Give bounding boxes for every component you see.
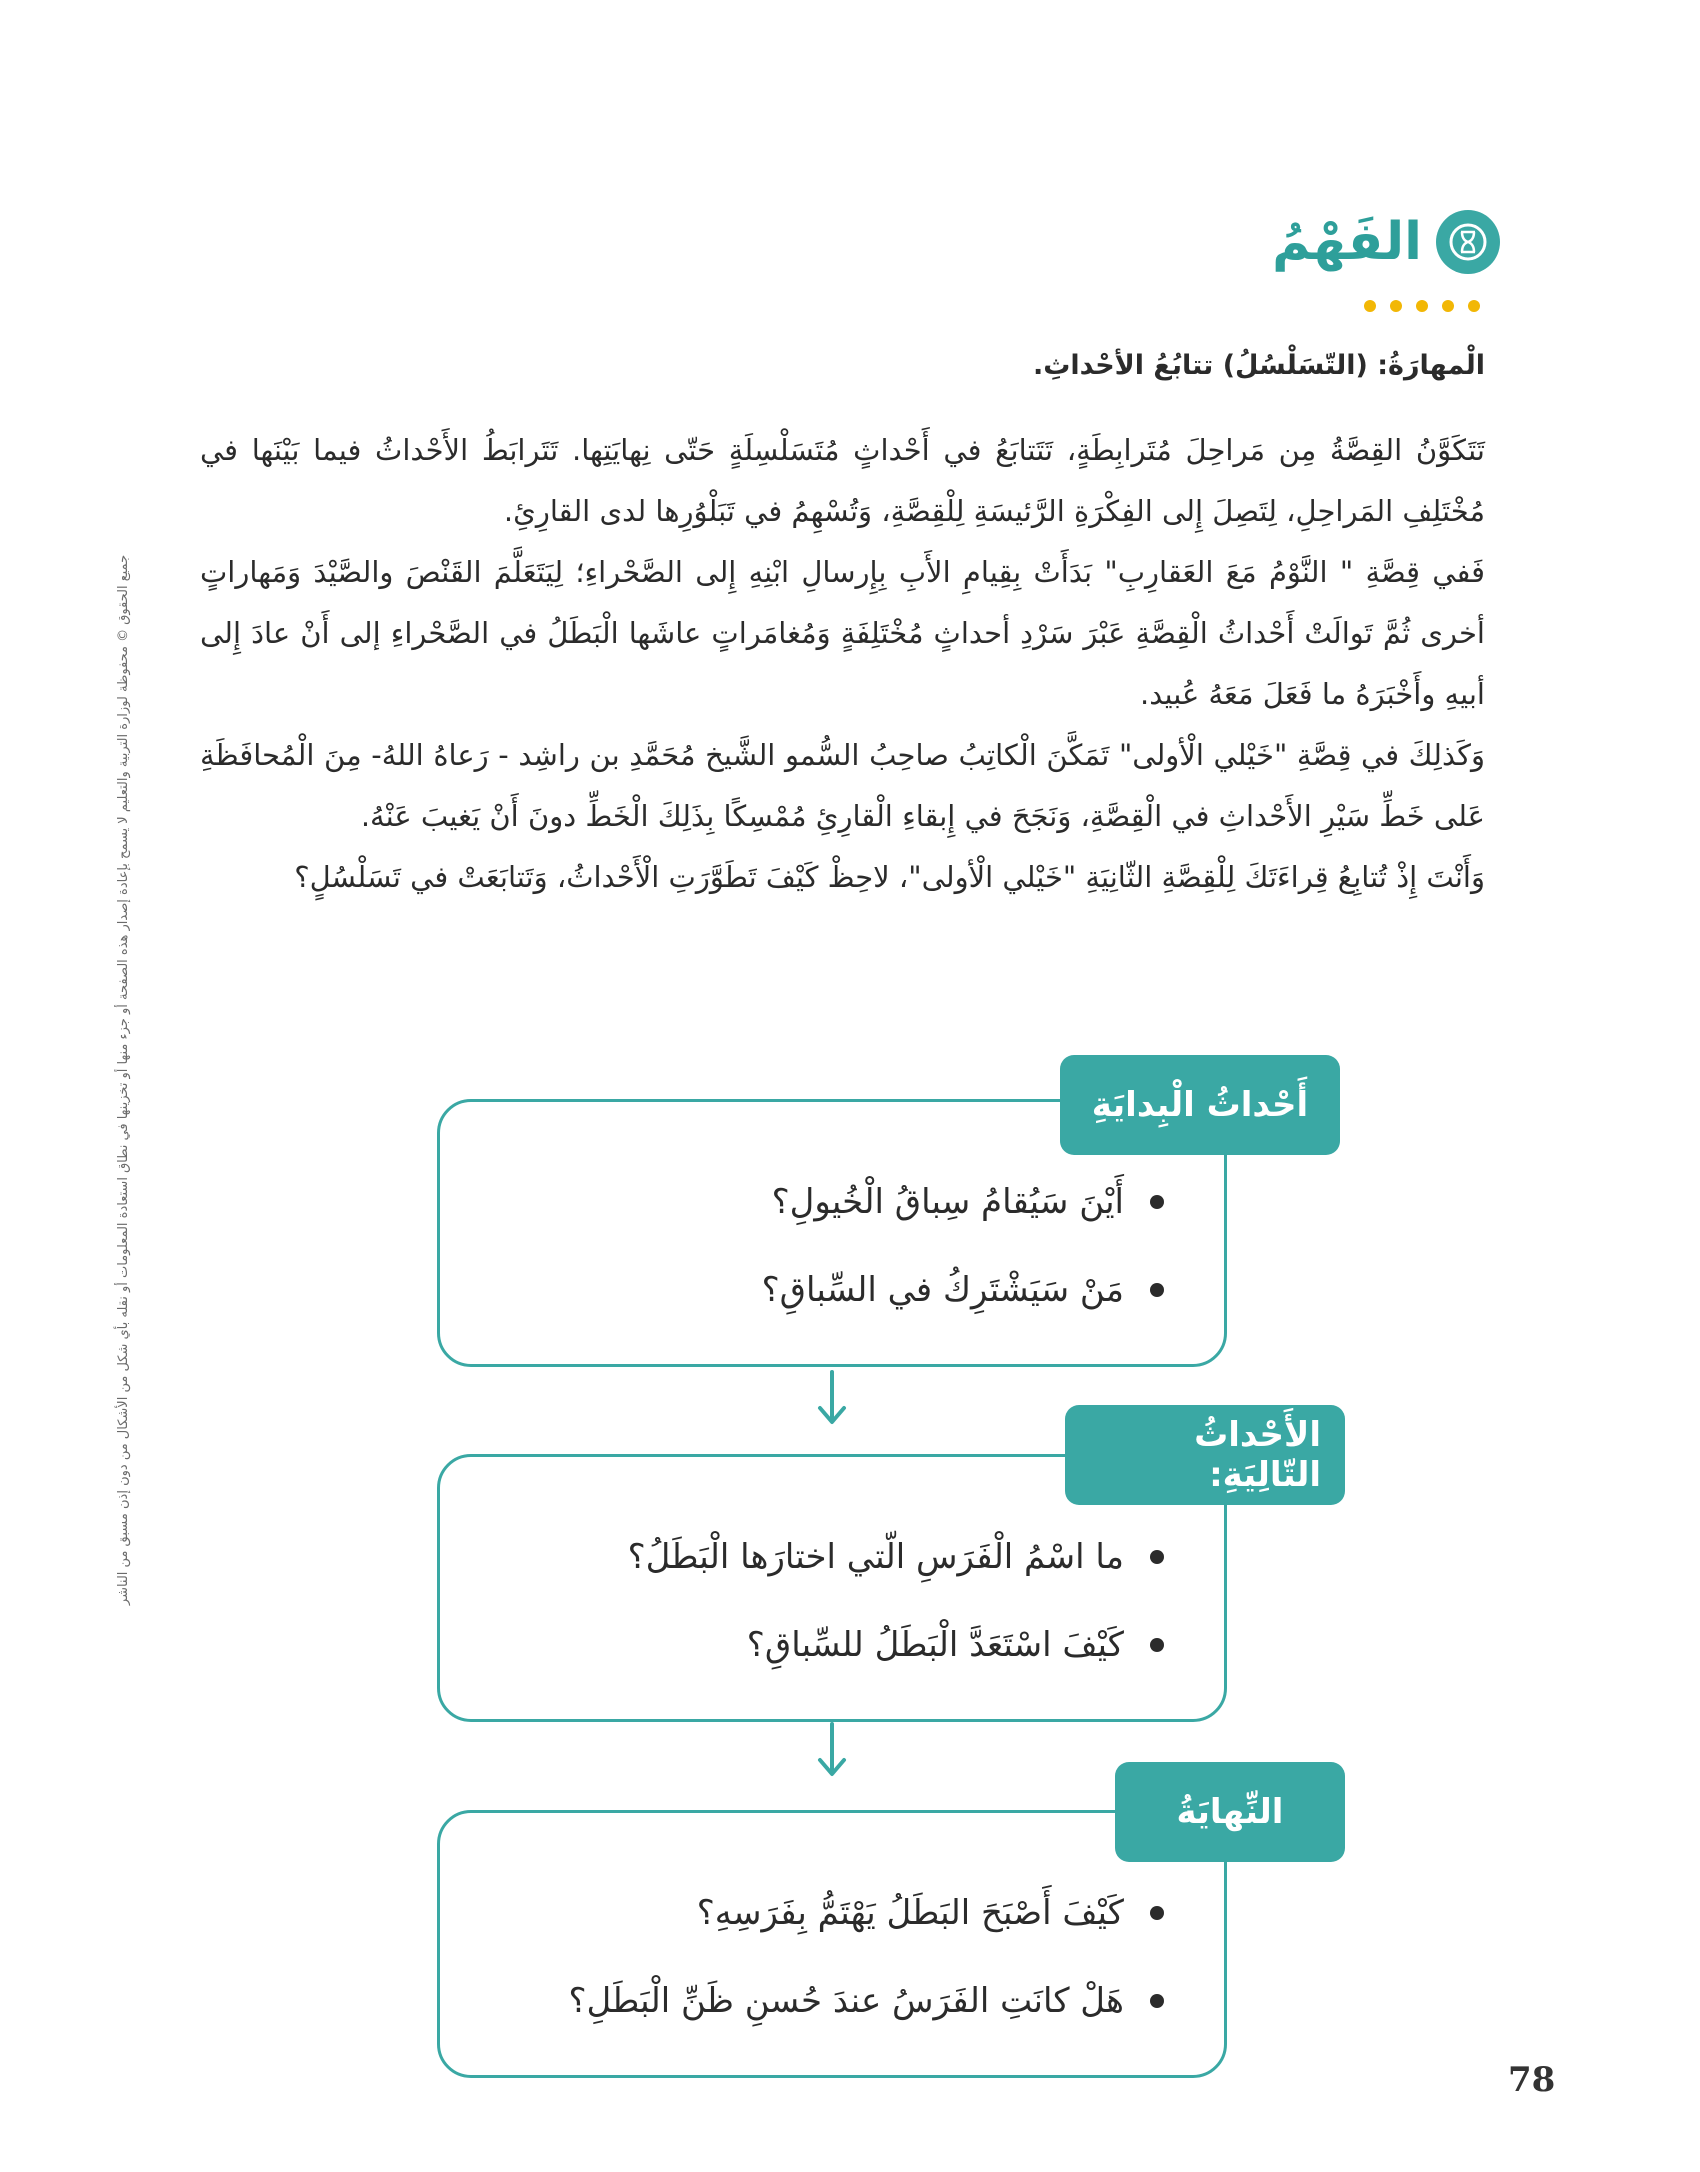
arrow-down-icon <box>812 1370 852 1430</box>
hourglass-icon <box>1436 210 1500 274</box>
arrow-down-icon <box>812 1722 852 1782</box>
copyright-note: جميع الحقوق © محفوظة لوزارة التربية والتعليم لا يسمح بإعادة إصدار هذه الصفحة أو جزء منها أو تخزينها في نطاق استعادة المعلومات أو نقله بأي شكل من الأشكال من دون إذن مسبق من الناشر <box>116 554 131 1606</box>
paragraph: فَفي قِصَّةِ " النَّوْمُ مَعَ العَقارِبِ" بَدَأَتْ بِقِيامِ الأَبِ بِإِرسالِ ابْنِهِ إِلى الصَّحْراءِ؛ لِيَتَعَلَّمَ القَنْصَ والصَّيْدَ وَمَهاراتٍ أخرى ثُمَّ تَوالَتْ أَحْداثُ الْقِصَّةِ عَبْرَ سَرْدِ أحداثٍ مُخْتَلِفَةٍ وَمُغامَراتٍ عاشَها الْبَطَلُ في الصَّحْراءِ إلى أَنْ عادَ إِلى أبيهِ وأَخْبَرَهُ ما فَعَلَ مَعَهُ عُبيد. <box>200 555 1485 711</box>
stage-label: النِّهايَةُ <box>1115 1762 1345 1862</box>
question-item: هَلْ كانَتِ الفَرَسُ عندَ حُسنِ ظَنِّ الْبَطَلِ؟ <box>440 1971 1164 2031</box>
stage-label: الأَحْداثُ التّالِيَةِ: <box>1065 1405 1345 1505</box>
question-item: مَنْ سَيَشْتَرِكُ في السِّباقِ؟ <box>440 1260 1164 1320</box>
question-item: كَيْفَ أَصْبَحَ البَطَلُ يَهْتَمُّ بِفَرَسِهِ؟ <box>440 1883 1164 1943</box>
question-item: كَيْفَ اسْتَعَدَّ الْبَطَلُ للسِّباقِ؟ <box>440 1615 1164 1675</box>
stage-box-ending <box>437 1810 1227 2078</box>
page-number: 78 <box>1508 2060 1556 2100</box>
question-item: ما اسْمُ الْفَرَسِ الّتي اختارَها الْبَطَلُ؟ <box>440 1527 1164 1587</box>
paragraph: وَكَذلِكَ في قِصَّةِ "خَيْلي الْأولى" تَمَكَّنَ الْكاتِبُ صاحِبُ السُّمو الشَّيخ مُحَمَّدِ بن راشِد - رَعاهُ اللهُ- مِنَ الْمُحافَظَةِ عَلى خَطِّ سَيْرِ الأَحْداثِ في الْقِصَّةِ، وَنَجَحَ في إِبقاءِ الْقارِئِ مُمْسِكًا بِذَلِكَ الْخَطِّ دونَ أَنْ يَغيبَ عَنْهُ. <box>200 738 1485 833</box>
decorative-dots <box>1364 300 1480 312</box>
paragraph: وَأَنْتَ إِذْ تُتابِعُ قِراءَتَكَ لِلْقِصَّةِ الثّانِيَةِ "خَيْلي الْأولى"، لاحِظْ كَيْفَ تَطَوَّرَتِ الْأَحْداثُ، وَتَتابَعَتْ في تَسَلْسُلٍ؟ <box>294 860 1485 894</box>
question-item: أَيْنَ سَيُقامُ سِباقُ الْخُيولِ؟ <box>440 1172 1164 1232</box>
section-title: الفَهْمُ <box>1272 212 1422 272</box>
skill-label: الْمهارَةُ: (التّسَلْسُلُ) تتابُعُ الأحْداثِ. <box>1032 350 1485 381</box>
stage-label: أَحْداثُ الْبِدايَةِ <box>1060 1055 1340 1155</box>
intro-text <box>200 420 1485 908</box>
section-header <box>1272 210 1500 274</box>
paragraph: تَتَكَوَّنُ القِصَّةُ مِن مَراحِلَ مُتَرابِطَةٍ، تَتَتابَعُ في أَحْداثٍ مُتَسَلْسِلَةٍ حَتّى نِهايَتِها. تَتَرابَطُ الأَحْداثُ فيما بَيْنَها في مُخْتَلِفِ المَراحِلِ، لِتَصِلَ إِلى الفِكْرَةِ الرَّئيسَةِ لِلْقِصَّةِ، وَتُسْهِمُ في تَبَلْوُرِها لدى القارِئِ. <box>200 433 1485 528</box>
